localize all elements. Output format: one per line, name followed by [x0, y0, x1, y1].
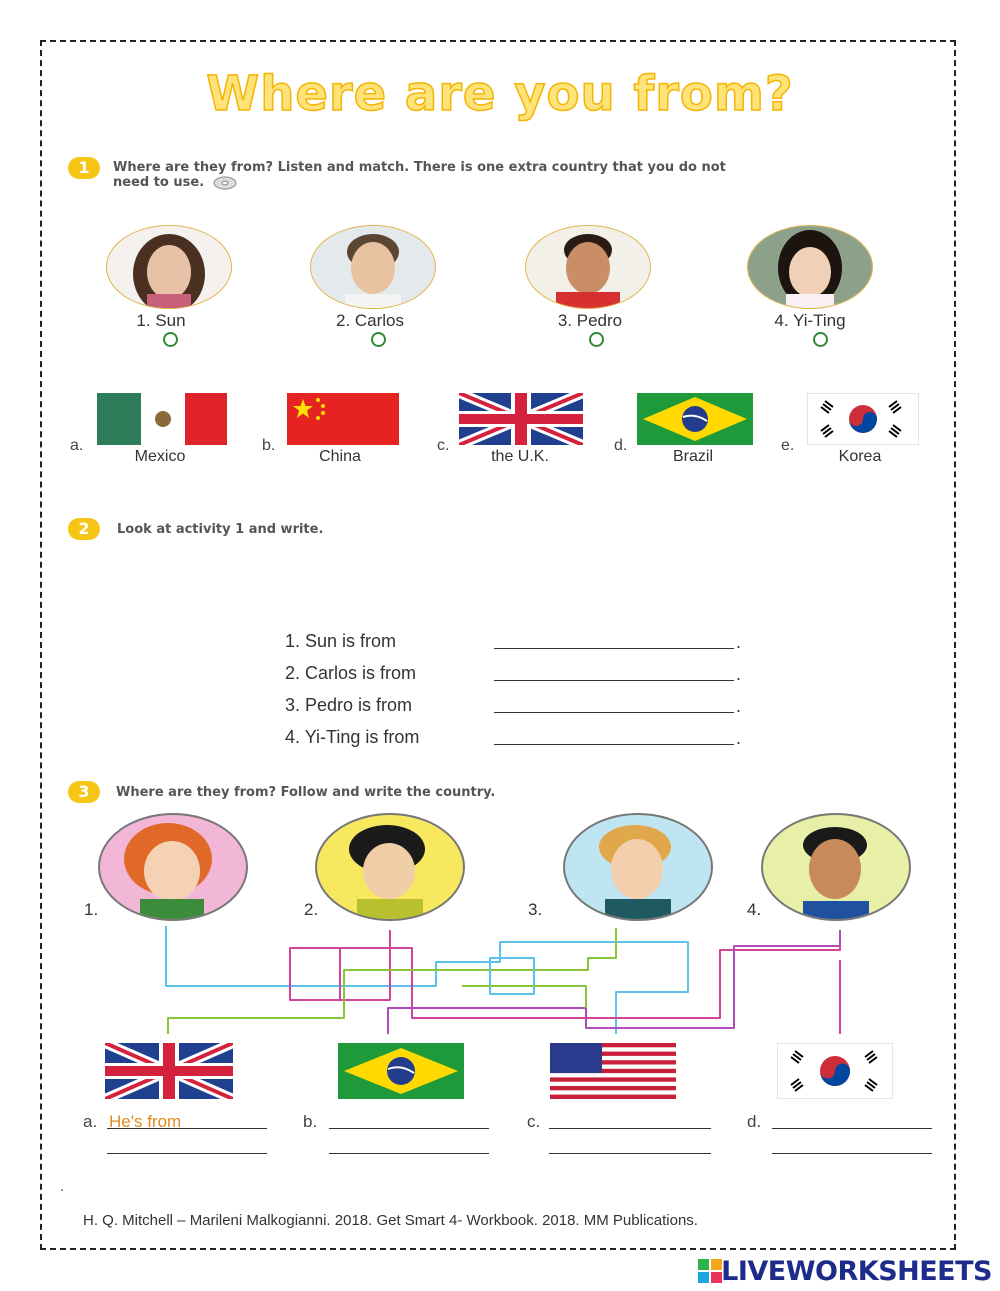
- sentence-period-3: .: [736, 696, 742, 716]
- country-letter-d: d.: [614, 437, 628, 454]
- exercise-3-badge: 3: [68, 781, 100, 803]
- example-answer: He's from: [109, 1112, 182, 1131]
- answer-line-c-2[interactable]: [549, 1153, 711, 1154]
- exercise-1-badge: 1: [68, 157, 100, 179]
- sentence-3: 3. Pedro is from: [285, 695, 413, 715]
- country-letter-a: a.: [70, 437, 84, 454]
- answer-letter-c: c.: [527, 1112, 541, 1131]
- answer-line-b-2[interactable]: [329, 1153, 489, 1154]
- country-letter-e: e.: [781, 437, 795, 454]
- sentence-period-2: .: [736, 664, 742, 684]
- sentence-2: 2. Carlos is from: [285, 663, 417, 683]
- country-name-brazil: Brazil: [672, 448, 713, 465]
- sentence-period-1: .: [736, 632, 742, 652]
- answer-line-c-1[interactable]: [549, 1128, 711, 1129]
- sentence-period-4: .: [736, 728, 742, 748]
- person-label-2: 2. Carlos: [335, 311, 405, 330]
- country-name-mexico: Mexico: [134, 448, 186, 465]
- uk-flag-icon: [105, 1043, 233, 1099]
- exercise-2-badge: 2: [68, 518, 100, 540]
- country-letter-c: c.: [437, 437, 450, 454]
- person-label-1: 1. Sun: [136, 311, 186, 330]
- answer-line-a-2[interactable]: [107, 1153, 267, 1154]
- page-title: Where are you from?: [206, 66, 794, 122]
- answer-line-d-2[interactable]: [772, 1153, 932, 1154]
- country-name-china: China: [319, 448, 361, 465]
- person-label-3: 3. Pedro: [557, 311, 623, 330]
- exercise-3-instruction: Where are they from? Follow and write the country.: [116, 785, 496, 800]
- exercise-2-instruction: Look at activity 1 and write.: [117, 522, 324, 537]
- liveworksheets-logo-icon: [698, 1259, 722, 1283]
- country-letter-b: b.: [262, 437, 276, 454]
- person-label-4: 4. Yi-Ting: [774, 311, 846, 330]
- answer-line-b-1[interactable]: [329, 1128, 489, 1129]
- cartoon-number-3: 3.: [528, 900, 543, 919]
- answer-line-d-1[interactable]: [772, 1128, 932, 1129]
- exercise-1-instruction-line2: need to use.: [113, 175, 726, 190]
- sentence-4: 4. Yi-Ting is from: [285, 727, 420, 747]
- footer-citation: H. Q. Mitchell – Marileni Malkogianni. 2018. Get Smart 4- Workbook. 2018. MM Publications.: [83, 1212, 698, 1229]
- cartoon-number-1: 1.: [84, 900, 99, 919]
- exercise-1-instruction-line1: Where are they from? Listen and match. There is one extra country that you do not: [113, 160, 726, 175]
- answer-letter-a: a.: [83, 1112, 98, 1131]
- brazil-flag-icon: [338, 1043, 464, 1099]
- brand-name[interactable]: LIVEWORKSHEETS: [721, 1256, 992, 1287]
- stray-dot: .: [60, 1178, 64, 1194]
- country-name-korea: Korea: [838, 448, 882, 465]
- korea-flag-icon: [777, 1043, 893, 1099]
- cartoon-number-2: 2.: [304, 900, 319, 919]
- answer-line-a-1: [107, 1128, 267, 1129]
- country-name-uk: the U.K.: [491, 448, 549, 465]
- cartoon-number-4: 4.: [747, 900, 762, 919]
- usa-flag-icon: [550, 1043, 676, 1099]
- answer-letter-d: d.: [747, 1112, 762, 1131]
- answer-letter-b: b.: [303, 1112, 318, 1131]
- sentence-1: 1. Sun is from: [285, 631, 397, 651]
